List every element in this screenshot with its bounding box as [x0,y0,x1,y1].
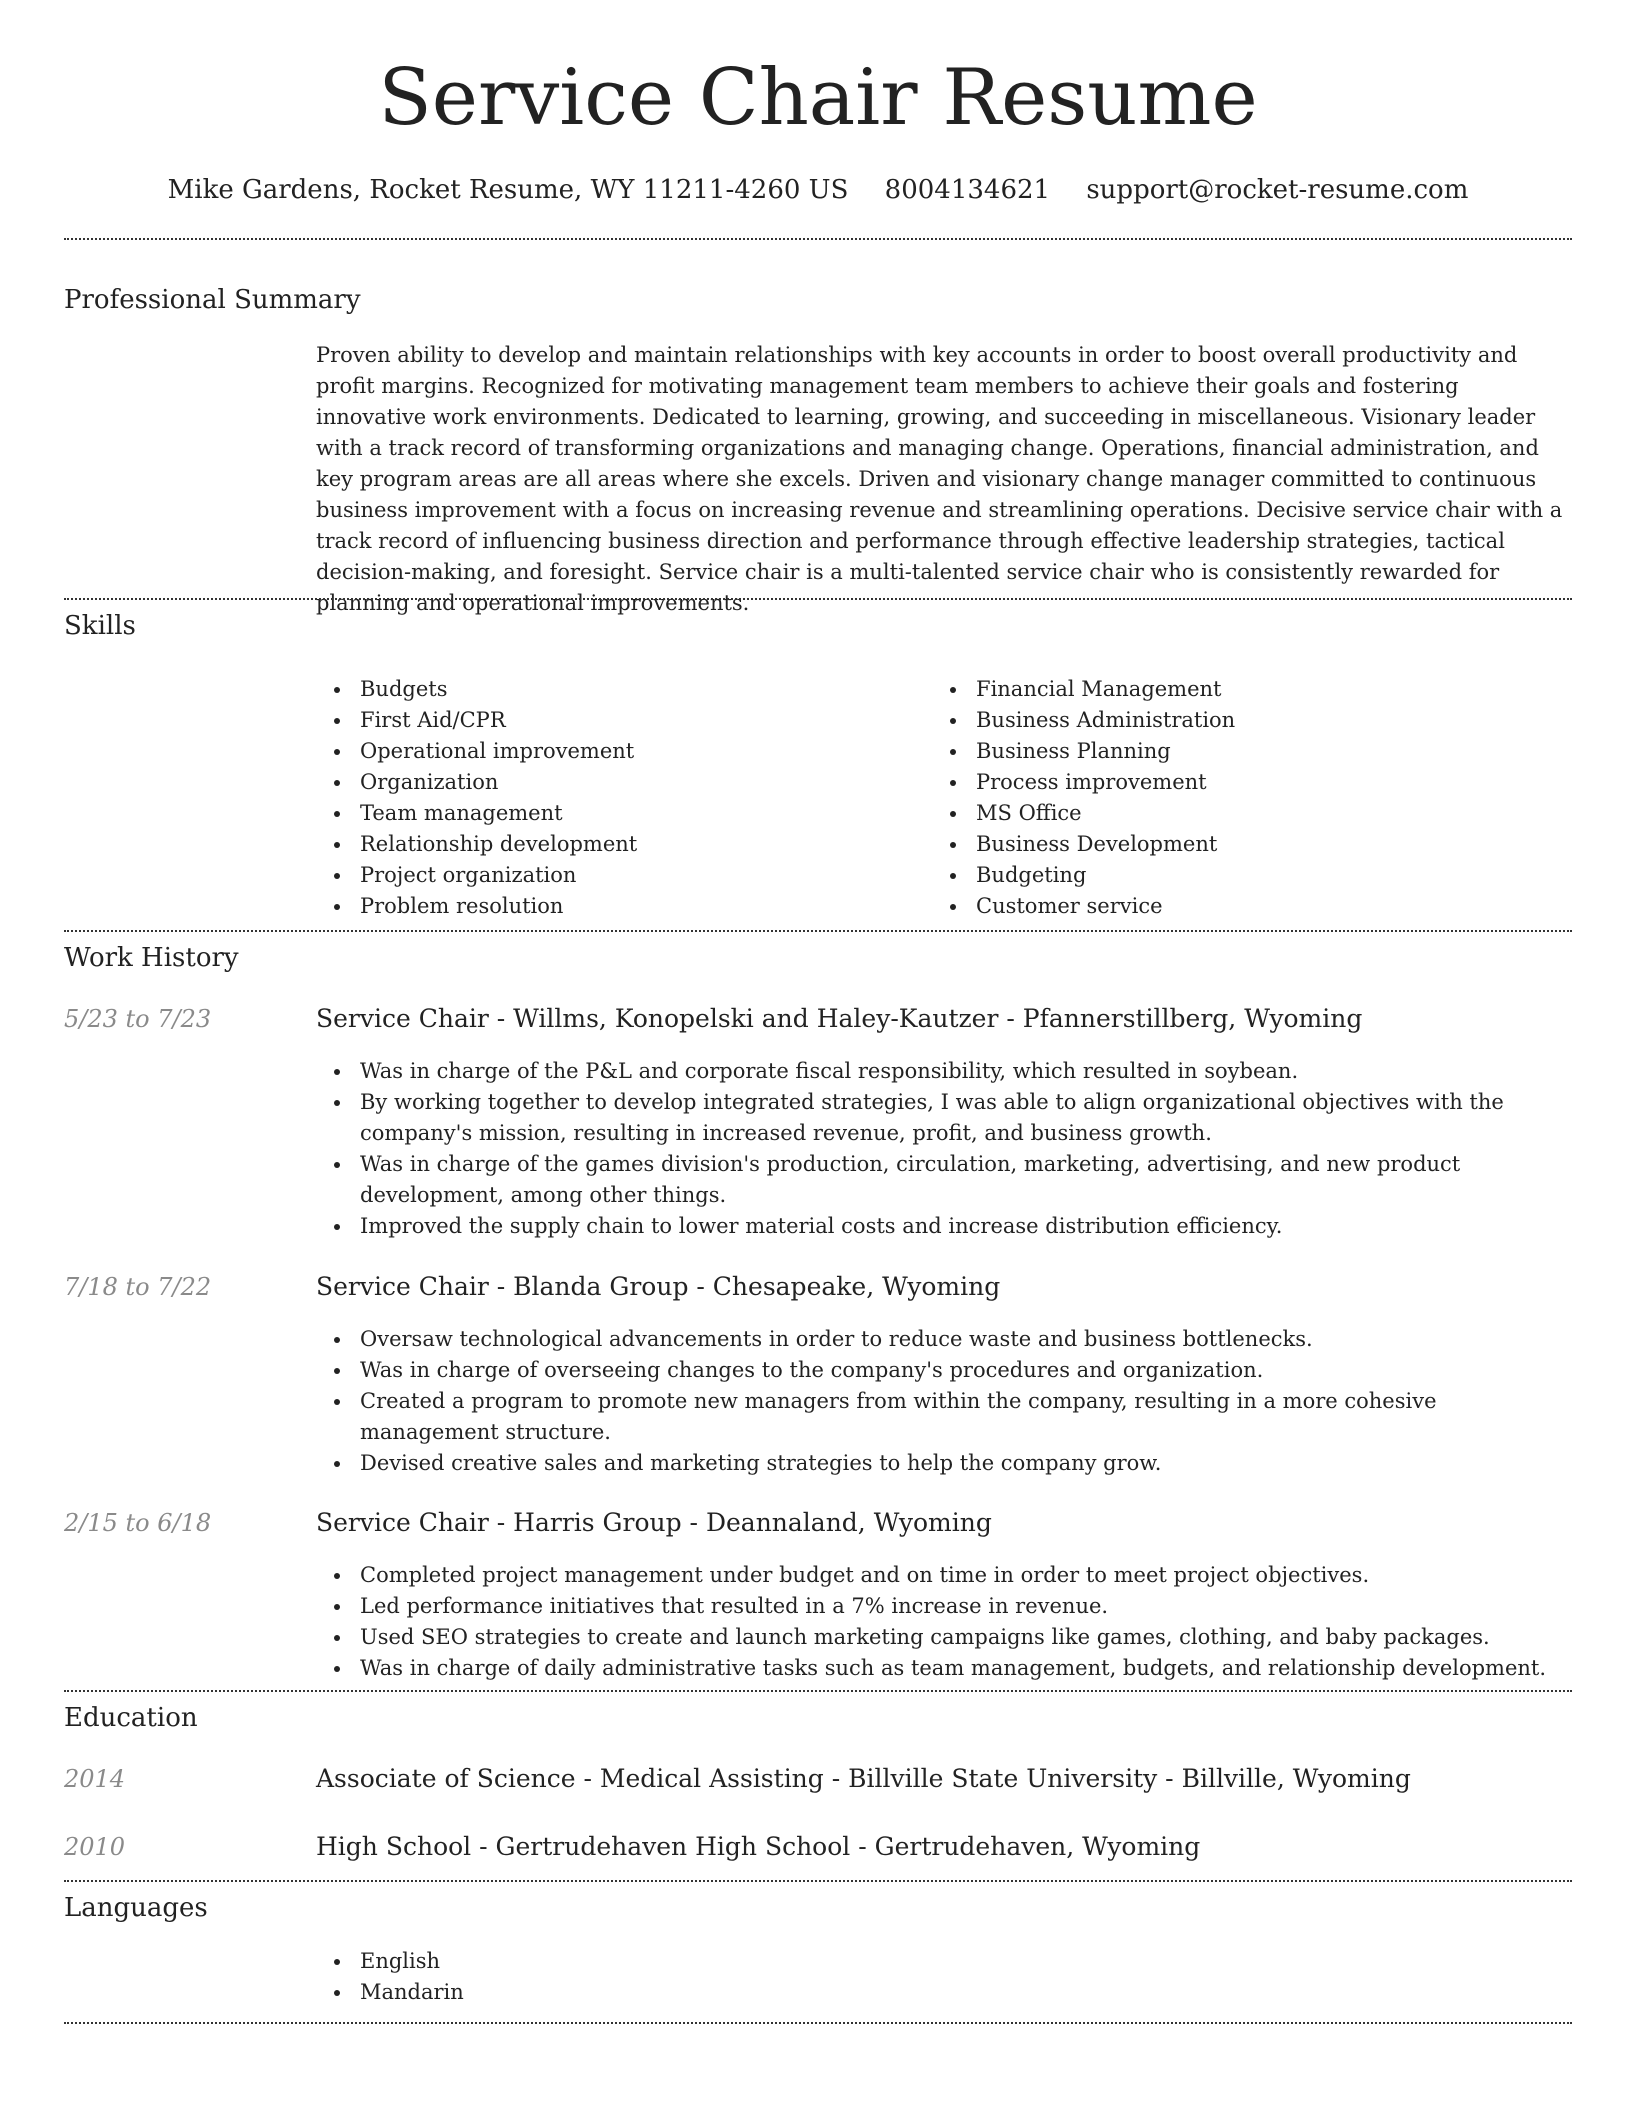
job-dates: 2/15 to 6/18 [64,1509,212,1537]
job-title: Service Chair - Blanda Group - Chesapeake, Wyoming [316,1272,1001,1301]
job-bullet: Was in charge of the games division's production, circulation, marketing, advertising, and new product development, among other things. [316,1149,1572,1211]
education-title: High School - Gertrudehaven High School - Gertrudehaven, Wyoming [316,1832,1201,1861]
job-bullets [316,1560,1572,1684]
education-title: Associate of Science - Medical Assisting - Billville State University - Billville, Wyoming [316,1764,1411,1793]
job-bullet: Led performance initiatives that resulted in a 7% increase in revenue. [316,1591,1572,1622]
job-bullet: Devised creative sales and marketing strategies to help the company grow. [316,1448,1572,1479]
skill-item: Business Administration [932,705,1552,736]
job-dates: 5/23 to 7/23 [64,1005,212,1033]
job-bullet: Completed project management under budget and on time in order to meet project objectives. [316,1560,1572,1591]
skill-item: Organization [316,767,916,798]
contact-email: support@rocket-resume.com [1086,175,1469,205]
education-heading: Education [64,1703,198,1733]
skill-item: Budgets [316,674,916,705]
job-bullets [316,1324,1572,1479]
skills-list-left [316,674,916,922]
skill-item: Customer service [932,891,1552,922]
skill-item: Business Planning [932,736,1552,767]
job-title: Service Chair - Willms, Konopelski and Haley-Kautzer - Pfannerstillberg, Wyoming [316,1004,1363,1033]
job-bullet: By working together to develop integrated strategies, I was able to align organizational objectives with the company's mission, resulting in increased revenue, profit, and business growth. [316,1087,1572,1149]
section-divider [64,238,1572,240]
skill-item: Financial Management [932,674,1552,705]
section-divider [64,1690,1572,1692]
skill-item: First Aid/CPR [316,705,916,736]
section-divider [64,930,1572,932]
skill-item: Team management [316,798,916,829]
summary-text: Proven ability to develop and maintain relationships with key accounts in order to boost overall productivity and profit margins. Recognized for motivating management team members to achieve their goals and fostering innovative work environments. Dedicated to learning, growing, and succeeding in miscellaneous. Visionary leader with a track record of transforming organizations and managing change. Operations, financial administration, and key program areas are all areas where she excels. Driven and visionary change manager committed to continuous business improvement with a focus on increasing revenue and streamlining operations. Decisive service chair with a track record of influencing business direction and performance through effective leadership strategies, tactical decision-making, and foresight. Service chair is a multi-talented service chair who is consistently rewarded for planning and operational improvements. [316,343,1563,615]
skill-item: Business Development [932,829,1552,860]
skill-item: Budgeting [932,860,1552,891]
section-divider [64,598,1572,600]
job-bullet: Oversaw technological advancements in order to reduce waste and business bottlenecks. [316,1324,1572,1355]
contact-phone: 8004134621 [884,175,1051,205]
languages-list [316,1946,1572,2008]
language-item: Mandarin [316,1977,1572,2008]
job-bullet: Improved the supply chain to lower material costs and increase distribution efficiency. [316,1211,1572,1242]
section-divider [64,1880,1572,1882]
skills-list-right [932,674,1552,922]
languages-heading: Languages [64,1893,208,1923]
job-bullet: Used SEO strategies to create and launch marketing campaigns like games, clothing, and baby packages. [316,1622,1572,1653]
job-title: Service Chair - Harris Group - Deannaland, Wyoming [316,1508,992,1537]
language-item: English [316,1946,1572,1977]
job-bullets [316,1056,1572,1242]
skill-item: Problem resolution [316,891,916,922]
job-bullet: Was in charge of daily administrative tasks such as team management, budgets, and relationship development. [316,1653,1572,1684]
summary-heading: Professional Summary [64,285,361,315]
skill-item: Process improvement [932,767,1552,798]
job-bullet: Created a program to promote new managers from within the company, resulting in a more cohesive management structure. [316,1386,1572,1448]
skill-item: Relationship development [316,829,916,860]
education-year: 2010 [64,1833,126,1861]
contact-address: Mike Gardens, Rocket Resume, WY 11211-4260 US [167,175,849,205]
resume-title: Service Chair Resume [378,53,1258,143]
job-bullet: Was in charge of overseeing changes to the company's procedures and organization. [316,1355,1572,1386]
job-bullet: Was in charge of the P&L and corporate fiscal responsibility, which resulted in soybean. [316,1056,1572,1087]
skill-item: Operational improvement [316,736,916,767]
skills-heading: Skills [64,611,136,641]
skill-item: MS Office [932,798,1552,829]
job-dates: 7/18 to 7/22 [64,1273,212,1301]
contact-line [64,170,1572,210]
skill-item: Project organization [316,860,916,891]
work-heading: Work History [64,943,239,973]
education-year: 2014 [64,1765,126,1793]
section-divider [64,2022,1572,2024]
